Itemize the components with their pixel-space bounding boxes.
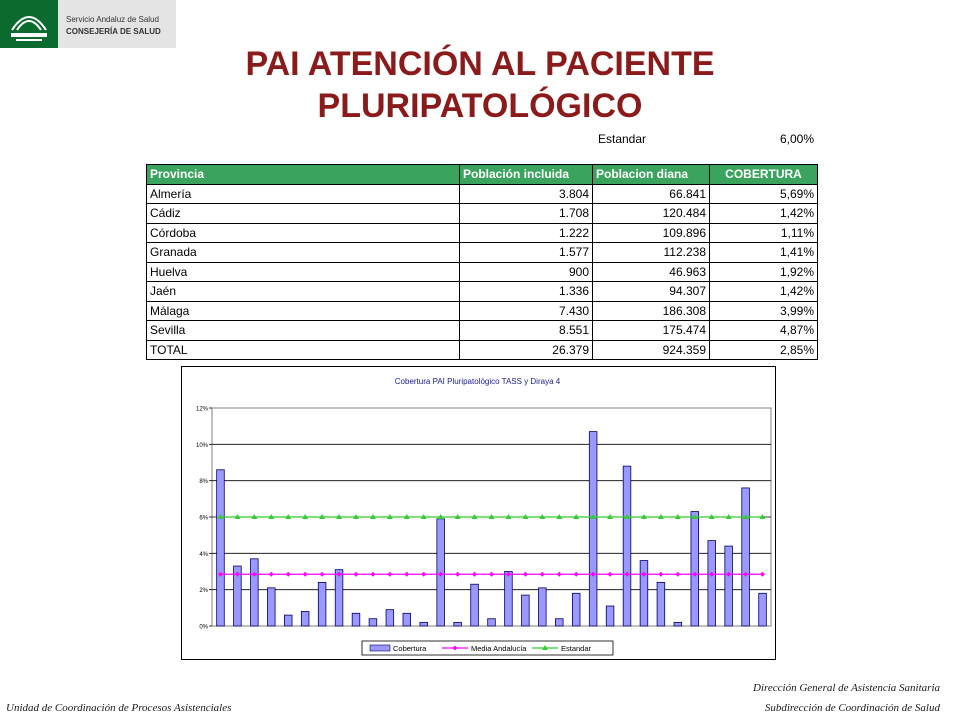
table-total-row <box>147 340 818 360</box>
y-tick-label: 0% <box>199 624 208 631</box>
cell-coverage: 1,42% <box>710 204 818 224</box>
bar <box>267 588 275 626</box>
y-tick-label: 6% <box>199 515 208 522</box>
y-tick-label: 2% <box>199 588 208 595</box>
cell-target: 112.238 <box>593 243 710 263</box>
cell-province: Granada <box>147 243 460 263</box>
cell-coverage: 1,92% <box>710 262 818 282</box>
cell-coverage: 1,11% <box>710 223 818 243</box>
bar <box>725 546 733 626</box>
table-header-row <box>147 165 818 185</box>
footer-subdirectorate: Subdirección de Coordinación de Salud <box>764 702 940 714</box>
bar <box>471 584 479 626</box>
cell-included: 900 <box>460 262 593 282</box>
cell-included: 8.551 <box>460 321 593 341</box>
junta-andalucia-emblem-icon <box>0 0 58 48</box>
chart-title: Cobertura PAI Pluripatológico TASS y Diraya 4 <box>394 377 561 386</box>
bar <box>606 606 614 626</box>
cell-province: Cádiz <box>147 204 460 224</box>
bar <box>623 466 631 626</box>
cell-coverage: 5,69% <box>710 184 818 204</box>
table-row <box>147 204 818 224</box>
header-cobertura: COBERTURA <box>710 165 818 185</box>
cell-included: 26.379 <box>460 340 593 360</box>
footer-unit: Unidad de Coordinación de Procesos Asistenciales <box>6 702 232 714</box>
bar <box>488 619 496 626</box>
bar <box>403 613 411 626</box>
bar <box>301 611 309 626</box>
cell-target: 94.307 <box>593 282 710 302</box>
legend-label-media: Media Andalucía <box>471 644 527 653</box>
legend-label-cobertura: Cobertura <box>393 644 427 653</box>
cell-included: 1.222 <box>460 223 593 243</box>
org-department: CONSEJERÍA DE SALUD <box>66 27 161 36</box>
y-tick-label: 12% <box>195 406 208 413</box>
table-row <box>147 184 818 204</box>
standard-label: Estandar <box>598 132 647 146</box>
bar <box>742 488 750 626</box>
table-row <box>147 321 818 341</box>
cell-included: 3.804 <box>460 184 593 204</box>
cell-included: 1.336 <box>460 282 593 302</box>
logo-text-panel <box>58 0 176 48</box>
cell-coverage: 4,87% <box>710 321 818 341</box>
bar <box>589 432 597 626</box>
bar <box>454 622 462 626</box>
bar <box>572 593 580 626</box>
cell-target: 175.474 <box>593 321 710 341</box>
legend-label-standard: Estandar <box>561 644 592 653</box>
bar <box>657 582 665 626</box>
cell-target: 120.484 <box>593 204 710 224</box>
y-tick-label: 8% <box>199 479 208 486</box>
cell-province: Córdoba <box>147 223 460 243</box>
org-name: Servicio Andaluz de Salud <box>66 15 159 24</box>
bar <box>369 619 377 626</box>
cell-province: Málaga <box>147 301 460 321</box>
bar <box>386 610 394 626</box>
table-row <box>147 282 818 302</box>
table-row <box>147 243 818 263</box>
header-provincia: Provincia <box>147 165 460 185</box>
table-row <box>147 223 818 243</box>
bar <box>759 593 767 626</box>
bar <box>640 561 648 626</box>
page-title-line1: PAI ATENCIÓN AL PACIENTE <box>245 45 715 83</box>
cell-coverage: 2,85% <box>710 340 818 360</box>
cell-target: 109.896 <box>593 223 710 243</box>
cell-included: 7.430 <box>460 301 593 321</box>
coverage-chart <box>181 366 776 660</box>
bar <box>251 559 259 626</box>
cell-included: 1.708 <box>460 204 593 224</box>
header-poblacion-diana: Poblacion diana <box>593 165 710 185</box>
cell-coverage: 1,42% <box>710 282 818 302</box>
bar <box>691 512 699 626</box>
coverage-table <box>146 164 818 360</box>
cell-target: 924.359 <box>593 340 710 360</box>
header-poblacion-incluida: Población incluida <box>460 165 593 185</box>
bar <box>708 541 716 626</box>
bar <box>284 615 292 626</box>
page-title-line2: PLURIPATOLÓGICO <box>317 87 643 125</box>
standard-value: 6,00% <box>779 132 814 146</box>
cell-coverage: 3,99% <box>710 301 818 321</box>
table-row <box>147 262 818 282</box>
y-tick-label: 10% <box>195 442 208 449</box>
bar <box>217 470 225 626</box>
cell-province: Almería <box>147 184 460 204</box>
bar <box>352 613 360 626</box>
bar <box>420 622 428 626</box>
table-row <box>147 301 818 321</box>
bar <box>505 572 513 627</box>
bar <box>539 588 547 626</box>
cell-province: Jaén <box>147 282 460 302</box>
sas-logo <box>0 0 176 48</box>
footer-directorate: Dirección General de Asistencia Sanitaria <box>753 682 940 694</box>
cell-coverage: 1,41% <box>710 243 818 263</box>
cell-target: 186.308 <box>593 301 710 321</box>
legend-swatch-cobertura <box>370 645 390 651</box>
cell-province: TOTAL <box>147 340 460 360</box>
bar <box>555 619 563 626</box>
coverage-chart-svg <box>182 367 775 659</box>
cell-target: 66.841 <box>593 184 710 204</box>
cell-province: Sevilla <box>147 321 460 341</box>
bar <box>318 582 326 626</box>
y-tick-label: 4% <box>199 551 208 558</box>
cell-province: Huelva <box>147 262 460 282</box>
cell-target: 46.963 <box>593 262 710 282</box>
bar <box>674 622 682 626</box>
cell-included: 1.577 <box>460 243 593 263</box>
bar <box>522 595 530 626</box>
bar <box>335 570 343 626</box>
